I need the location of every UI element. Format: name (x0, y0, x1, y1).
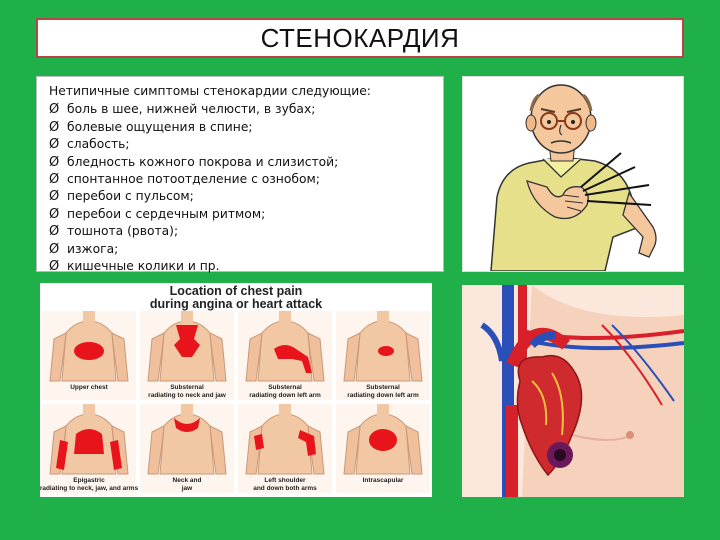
chest-pain-grid (40, 311, 432, 497)
symptom-text: спонтанное потоотделение с ознобом; (67, 172, 320, 187)
chest-pain-title-line1: Location of chest pain (169, 284, 303, 298)
symptoms-intro: Нетипичные симптомы стенокардии следующие: (49, 84, 371, 98)
arrow-bullet-icon: Ø (49, 259, 60, 275)
pain-area (369, 429, 397, 451)
chest-pain-cell (336, 404, 430, 493)
neck (279, 311, 291, 323)
chest-pain-cell (140, 404, 234, 493)
cell-label-line1: Substernal (170, 384, 204, 391)
arrow-bullet-icon: Ø (49, 189, 60, 205)
neck (279, 404, 291, 416)
chest-pain-cell (238, 404, 332, 493)
cell-label-line1: Left shoulder (264, 477, 306, 484)
arrow-bullet-icon: Ø (49, 137, 60, 153)
symptom-text: слабость; (67, 137, 130, 152)
neck (181, 311, 193, 323)
arrow-bullet-icon: Ø (49, 224, 60, 240)
neck (83, 404, 95, 416)
chest-pain-cell (336, 311, 430, 400)
cell-label-line2: radiating down left arm (347, 392, 419, 399)
arrow-bullet-icon: Ø (49, 154, 60, 170)
arrow-bullet-icon: Ø (49, 102, 60, 118)
cell-label-line1: Upper chest (70, 384, 108, 391)
chest-pain-title-line2: during angina or heart attack (149, 297, 323, 311)
symptom-text: тошнота (рвота); (67, 224, 179, 239)
chest-pain-cell (238, 311, 332, 400)
cell-label-line1: Epigastric (73, 477, 105, 484)
cell-label-line1: Substernal (366, 384, 400, 391)
list-item (49, 223, 437, 240)
chest-pain-cell (42, 311, 136, 400)
cell-label-line1: Neck and (172, 477, 202, 484)
list-item (49, 241, 437, 258)
chest-pain-cell (40, 404, 139, 493)
cell-label-line2: radiating down left arm (249, 392, 321, 399)
chest-pain-locations-figure (40, 283, 432, 497)
man-illustration-svg (463, 77, 683, 271)
slide-title: СТЕНОКАРДИЯ (260, 22, 460, 53)
symptom-text: перебои с пульсом; (67, 189, 194, 204)
cell-label-line1: Substernal (268, 384, 302, 391)
torso (258, 414, 312, 474)
slide-title-box (36, 18, 684, 58)
list-item (49, 154, 437, 171)
symptom-text: изжога; (67, 241, 119, 256)
symptoms-box (36, 76, 444, 275)
arrow-bullet-icon: Ø (49, 241, 60, 257)
symptoms-list (49, 101, 437, 275)
cell-label-line2: radiating to neck and jaw (148, 392, 226, 399)
neck (83, 311, 95, 323)
man-clutching-chest-illustration (462, 76, 684, 272)
list-item (49, 171, 437, 188)
list-item (49, 101, 437, 118)
anatomy-svg (462, 285, 684, 497)
neck (181, 404, 193, 416)
cell-label-line2: radiating to neck, jaw, and arms (40, 485, 139, 492)
chest-pain-cell (140, 311, 234, 400)
list-item (49, 258, 437, 275)
chest-pain-figure-title (40, 285, 432, 311)
cell-label-line2: and down both arms (253, 485, 317, 492)
neck (377, 311, 389, 323)
symptom-text: кишечные колики и пр. (67, 259, 220, 274)
torso (160, 414, 214, 474)
symptom-text: перебои с сердечным ритмом; (67, 206, 266, 221)
list-item (49, 206, 437, 223)
arrow-bullet-icon: Ø (49, 172, 60, 188)
list-item (49, 136, 437, 153)
list-item (49, 188, 437, 205)
heart-anatomy-illustration (462, 285, 684, 497)
cell-label-line1: Intrascapular (362, 477, 404, 484)
symptom-text: боль в шее, нижней челюсти, в зубах; (67, 102, 316, 117)
arrow-bullet-icon: Ø (49, 119, 60, 135)
neck (377, 404, 389, 416)
arrow-bullet-icon: Ø (49, 206, 60, 222)
pain-area (74, 342, 104, 360)
pain-area (378, 346, 394, 356)
symptom-text: болевые ощущения в спине; (67, 119, 253, 134)
cell-label-line2: jaw (181, 485, 193, 492)
symptom-text: бледность кожного покрова и слизистой; (67, 154, 339, 169)
list-item (49, 119, 437, 136)
